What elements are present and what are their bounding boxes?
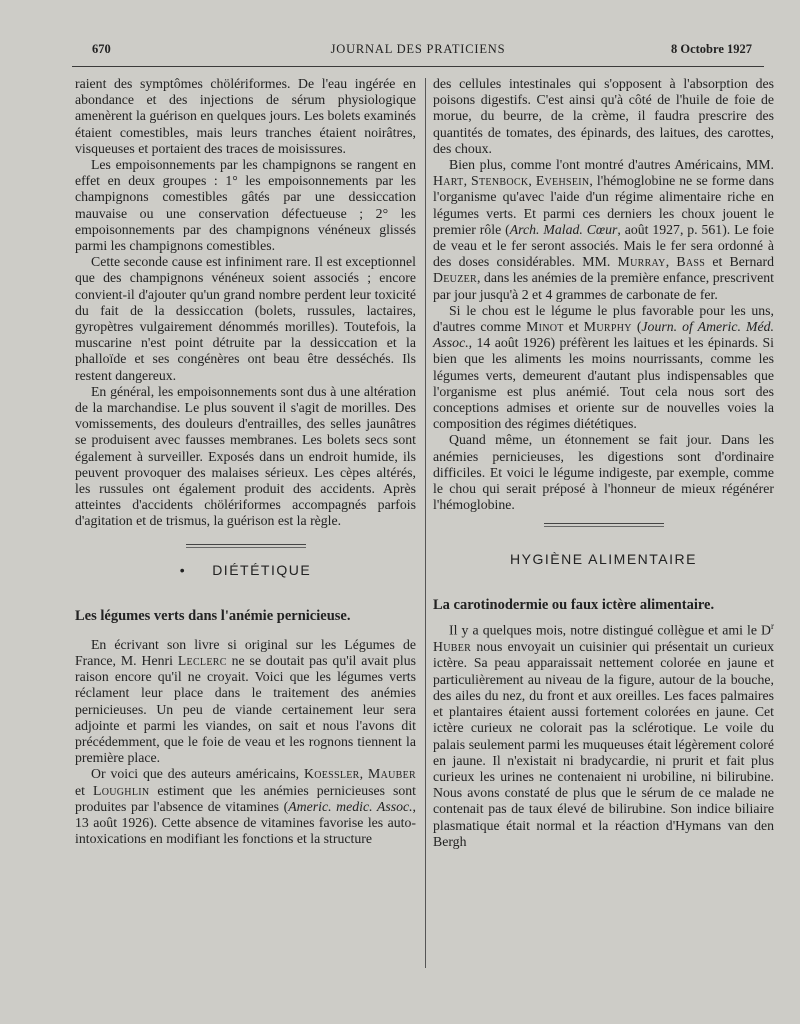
author-name: Murray xyxy=(617,254,666,270)
citation: Americ. medic. Assoc. xyxy=(288,798,413,814)
paragraph: Cette seconde cause est infiniment rare. Il est exceptionnel que des champignons vénéneux soient associés ; encore convient-il d'ajouter qu'un grand nombre perdent leur toxicité du fait de la dessiccation (bolets, russules, lactaires, gyropètres vulgairement dénommés morilles). Toutefois, la muscarine n'est point détruite par la dessiccation et la phalloïde et ses congénères ont beau être desséchés. Ils restent dangereux. xyxy=(75,254,416,383)
author-name: Mauber xyxy=(368,766,416,782)
paragraph: Si le chou est le légume le plus favorable pour les uns, d'autres comme Minot et Murphy (Journ. of Americ. Méd. Assoc., 14 août 1926) préfèrent les laitues et les épinards. Si bien que les aliments les moins nourrissants, comme les légumes verts, demeurent d'autant plus indispensables que l'organisme est plus anémié. Tout cela nous sort des conceptions admises et oriente sur de nouvelles voies la composition des régimes diététiques. xyxy=(433,302,774,432)
article-title: Les légumes verts dans l'anémie pernicieuse. xyxy=(75,607,351,624)
citation: Arch. Malad. Cœur xyxy=(509,221,618,237)
paragraph: En écrivant son livre si original sur les Légumes de France, M. Henri Leclerc ne se doutait pas qu'il avait plus raison encore qu'il ne croyait. Voici que les légumes verts réclament leur place dans le traitement des anémies pernicieuses. Un peu de viande certainement leur sera adjointe et parmi les viandes, on sait et nous l'avons dit précédemment, que le foie de veau et les rognons tiennent la première place. xyxy=(75,636,416,766)
author-name: Deuzer xyxy=(433,270,477,286)
author-name: Koessler xyxy=(303,766,360,782)
paragraph: Quand même, un étonnement se fait jour. Dans les anémies pernicieuses, les digestions sont d'ordinaire difficiles. Et voici le légume indigeste, par exemple, comme le chou qui serait préposé à l'honneur de mieux régénérer l'hémoglobine. xyxy=(433,432,774,513)
left-column xyxy=(75,76,416,847)
paragraph: Les empoisonnements par les champignons se rangent en effet en deux groupes : 1° les empoisonnements par les champignons comestibles gâtés par une dessiccation mauvaise ou une conservation défectueuse ; 2° les empoisonnements par des champignons vénéneux glissés parmi les champignons comestibles. xyxy=(75,157,416,254)
paragraph: Or voici que des auteurs américains, Koessler, Mauber et Loughlin estiment que les anémies pernicieuses sont produites par l'absence de vitamines (Americ. medic. Assoc., 13 août 1926). Cette absence de vitamines favorise les auto-intoxications en modifiant les fonctions et la structure xyxy=(75,766,416,847)
author-name: Leclerc xyxy=(177,652,227,668)
author-name: Murphy xyxy=(583,319,632,335)
paragraph: En général, les empoisonnements sont dus à une altération de la marchandise. Le plus souvent il s'agit de morilles. Des vomissements, des douleurs d'entrailles, des selles jaunâtres se produisent avec fausses membranes. Les bolets secs sont également à surveiller. Exposés dans un endroit humide, ils peuvent provoquer des malaises sérieux. Les cèpes altérés, les russules ont également produit des accidents. Après atteintes d'accidents chölériformes accompagnés parfois d'agitation et de trismus, la guérison est la règle. xyxy=(75,383,416,529)
author-name: Bass xyxy=(676,254,706,270)
author-name: Stenbock xyxy=(471,173,529,189)
author-name: Minot xyxy=(526,319,564,335)
paragraph: des cellules intestinales qui s'opposent à l'absorption des poisons digestifs. C'est ainsi qu'à côté de l'huile de foie de morue, du beurre, de la crème, il faudra prescrire des quantités de tomates, des épinards, des laitues, des carottes, des choux. xyxy=(433,76,774,156)
right-column xyxy=(433,76,774,850)
author-name: Evehsein xyxy=(535,173,590,189)
page-number: 670 xyxy=(92,42,111,56)
section-heading: HYGIÈNE ALIMENTAIRE xyxy=(510,551,697,568)
section-bullet: • xyxy=(179,561,187,578)
paragraph: Il y a quelques mois, notre distingué collègue et ami le $D^r$ Huber nous envoyait un cuisinier qui présentait un curieux ictère. Sa peau apparaissait nettement colorée en jaune et particulièrement au niveau de la figure, autour de la bouche, des ailes du nez, du front et aux oreilles. Les faces palmaires et plantaires étaient aussi fortement colorées en jaune. Cet ictère curieux ne colorait pas la sclérotique. Le voile du palais seulement parmi les muqueuses était légèrement coloré en jaune. Il n'existait ni bradycardie, ni prurit et fait plus curieux les urines ne contenaient ni urobiline, ni bilirubine. Nous avons constaté de plus que le sérum de ce malade ne contenait pas de taux élevé de bilirubine. Son indice biliaire plasmatique était normal et la réaction d'Hymans van den Bergh xyxy=(433,621,774,849)
article-title: La carotinodermie ou faux ictère alimentaire. xyxy=(433,597,715,614)
journal-title: JOURNAL DES PRATICIENS xyxy=(330,42,506,56)
paragraph: Bien plus, comme l'ont montré d'autres Américains, MM. Hart, Stenbock, Evehsein, l'hémoglobine ne se forme dans l'organisme qu'avec l'aide d'un régime alimentaire riche en légumes verts. Et parmi ces derniers les choux jouent le premier rôle (Arch. Malad. Cœur, août 1927, p. 561). Le foie de veau et le fer seront associés. Mais le fer sera ordonné à des doses considérables. MM. Murray, Bass et Bernard Deuzer, dans les anémies de la première enfance, prescrivent par jour jusqu'à 2 et 4 grammes de carbonate de fer. xyxy=(433,157,775,302)
column-divider xyxy=(425,78,426,968)
citation: Journ. of Americ. Méd. Assoc. xyxy=(433,319,774,351)
author-name: Huber xyxy=(433,639,472,655)
author-name: Loughlin xyxy=(93,782,150,798)
issue-date: 8 Octobre 1927 xyxy=(670,42,752,56)
running-header xyxy=(72,40,764,67)
author-name: Hart xyxy=(433,173,464,189)
section-heading xyxy=(75,562,416,578)
section-heading-text: DIÉTÉTIQUE xyxy=(212,561,312,578)
paragraph: raient des symptômes chölériformes. De l'eau ingérée en abondance et des injections de sérum physiologique amenèrent la guérison en quelques jours. Les bolets examinés étaient comestibles, mais leurs tranches étaient noirâtres, visqueuses et portaient des traces de moisissures. xyxy=(75,76,416,156)
